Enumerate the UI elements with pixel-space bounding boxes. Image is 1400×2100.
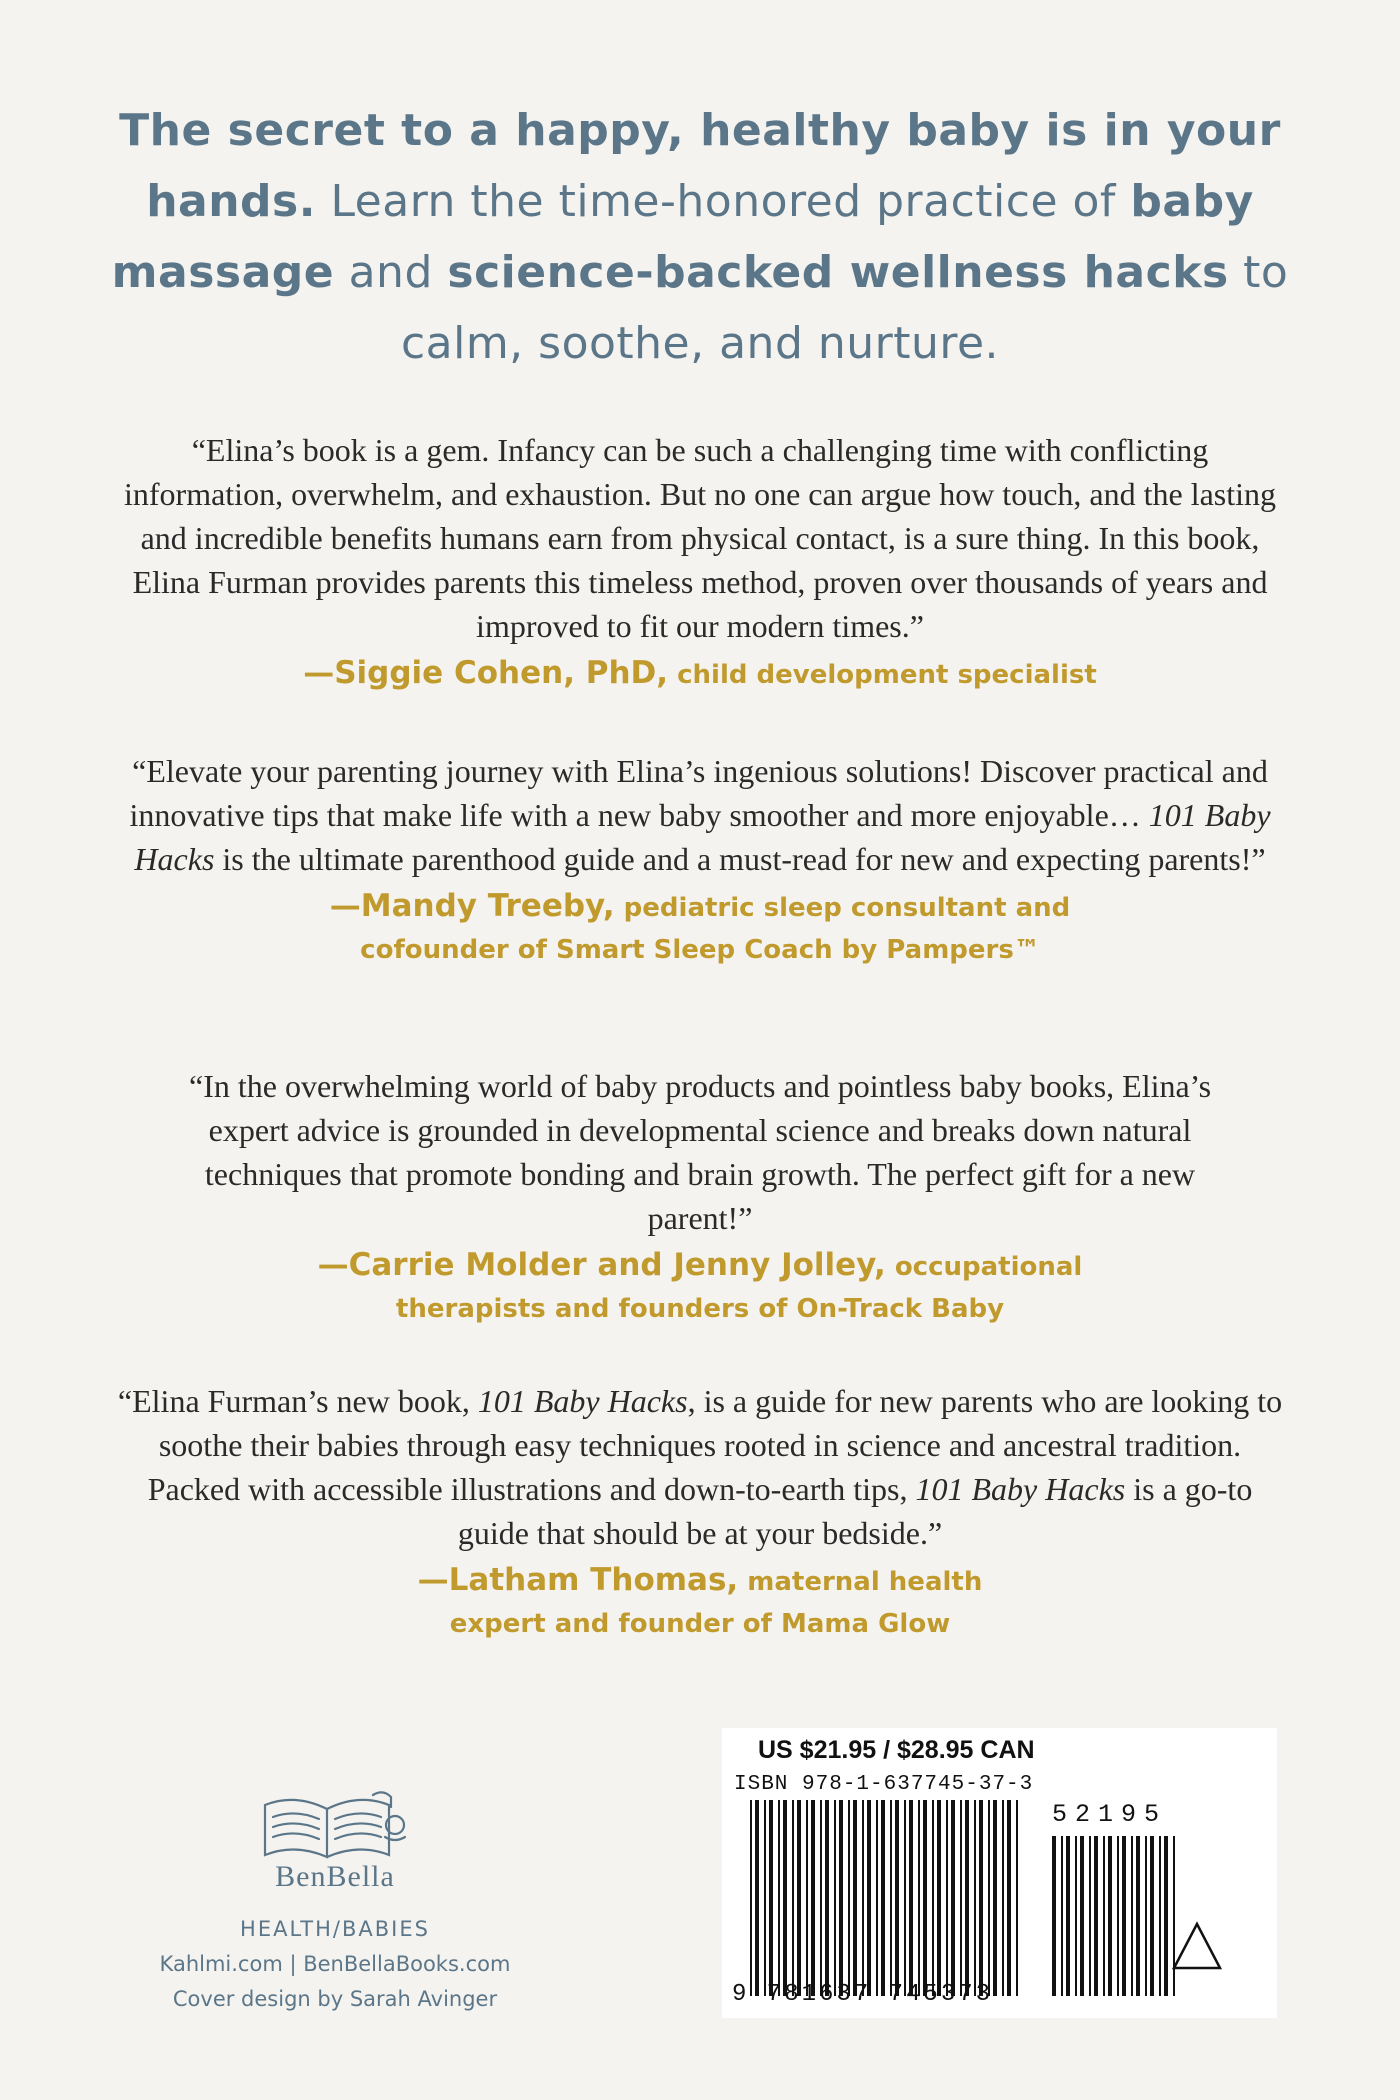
barcode-bar	[909, 1800, 913, 1996]
barcode-bar	[951, 1800, 955, 1996]
barcode-bar	[1136, 1836, 1140, 1996]
barcode-bar	[1075, 1836, 1077, 1996]
testimonial-2-text-a: “Elevate your parenting journey with Elina’s ingenious solutions! Discover practical and innovative tips that make life with a new baby smoother and more enjoyable…	[129, 753, 1268, 833]
testimonial-1	[100, 428, 1300, 696]
barcode-bar	[960, 1800, 962, 1996]
triangle-icon	[1174, 1924, 1220, 1968]
barcode-bar	[820, 1800, 822, 1996]
barcode-bar	[853, 1800, 857, 1996]
testimonial-2-text-b: is the ultimate parenthood guide and a must-read for new and expecting parents!”	[214, 841, 1266, 877]
barcode-graphic	[722, 1728, 1277, 2018]
barcode-bar	[937, 1800, 941, 1996]
publisher-websites: Kahlmi.com | BenBellaBooks.com	[159, 1952, 511, 1976]
price-label: US $21.95 / $28.95 CAN	[758, 1736, 1035, 1764]
barcode-bar	[932, 1800, 934, 1996]
barcode-bar	[839, 1800, 843, 1996]
barcode-bar	[1061, 1836, 1063, 1996]
barcode-bar	[1108, 1836, 1112, 1996]
barcode-bar	[755, 1800, 759, 1996]
barcode-bar	[778, 1800, 780, 1996]
barcode-bar	[862, 1800, 864, 1996]
headline-bold-1: The secret to a happy, healthy baby is in your hands.	[119, 105, 1281, 227]
publisher-info	[110, 1912, 560, 2017]
barcode-bar	[993, 1800, 997, 1996]
barcode-bar	[1066, 1836, 1070, 1996]
barcode-bar	[876, 1800, 878, 1996]
barcode-box	[722, 1728, 1277, 2018]
barcode-bar	[890, 1800, 892, 1996]
barcode-bar	[1016, 1800, 1018, 1996]
barcode-bar	[1002, 1800, 1004, 1996]
barcode-bar	[979, 1800, 983, 1996]
testimonial-2-role: pediatric sleep consultant and cofounder of Smart Sleep Coach by Pampers™	[360, 893, 1071, 965]
testimonial-4-book-title-a: 101 Baby Hacks	[477, 1383, 688, 1419]
barcode-bar	[946, 1800, 948, 1996]
barcode-bar	[1089, 1836, 1091, 1996]
testimonial-4-role: maternal health expert and founder of Mama Glow	[449, 1567, 983, 1639]
price-addon-number: 52195	[1052, 1800, 1168, 1829]
barcode-bar	[1103, 1836, 1105, 1996]
barcode-bar	[1150, 1836, 1154, 1996]
barcode-bar	[764, 1800, 766, 1996]
barcode-bar	[1117, 1836, 1119, 1996]
barcode-bar	[1159, 1836, 1161, 1996]
testimonial-3-role: occupational therapists and founders of On-Track Baby	[395, 1252, 1083, 1324]
testimonial-4-text-b: , is a guide for new parents who are looking to soothe their babies through easy techniques rooted in science and ancestral tradition. Packed with accessible illustrations and down-to-earth tips,	[147, 1383, 1283, 1507]
barcode-bar	[783, 1800, 787, 1996]
testimonial-4	[100, 1379, 1300, 1645]
barcode-bar	[1007, 1800, 1011, 1996]
testimonial-1-text: “Elina’s book is a gem. Infancy can be such a challenging time with conflicting information, overwhelm, and exhaustion. But no one can argue how touch, and the lasting and incredible benefits humans earn from physical contact, is a sure thing. In this book, Elina Furman provides parents this timeless method, proven over thousands of years and improved to fit our modern times.”	[123, 432, 1277, 644]
barcode-bar	[1052, 1836, 1056, 1996]
barcode-bar	[918, 1800, 920, 1996]
barcode-bar	[881, 1800, 885, 1996]
barcode-bar	[1122, 1836, 1126, 1996]
barcode-bar	[806, 1800, 808, 1996]
headline-text-1: Learn the time-honored practice of	[315, 176, 1131, 227]
testimonial-2-book-title: 101 Baby Hacks	[134, 797, 1271, 877]
testimonial-1-attribution	[100, 652, 1300, 696]
cover-credit: Cover design by Sarah Avinger	[172, 1987, 498, 2011]
barcode-bar	[1145, 1836, 1147, 1996]
testimonial-1-role: child development specialist	[668, 660, 1097, 690]
barcode-bar	[811, 1800, 815, 1996]
barcode-bar	[750, 1800, 752, 1996]
headline	[110, 95, 1290, 379]
testimonial-4-name: —Latham Thomas,	[417, 1562, 739, 1598]
testimonial-3	[100, 1064, 1300, 1330]
testimonial-2-attribution	[100, 885, 1300, 971]
barcode-bar	[1131, 1836, 1133, 1996]
barcode-bar	[1080, 1836, 1084, 1996]
testimonial-3-text: “In the overwhelming world of baby products and pointless baby books, Elina’s expert advice is grounded in developmental science and breaks down natural techniques that promote bonding and brain growth. The perfect gift for a new parent!”	[188, 1068, 1212, 1236]
barcode-bar	[923, 1800, 927, 1996]
headline-bold-2: baby massage	[111, 176, 1254, 298]
barcode-bar	[834, 1800, 836, 1996]
barcode-bar	[867, 1800, 871, 1996]
barcode-bar	[1094, 1836, 1098, 1996]
barcode-bar	[769, 1800, 773, 1996]
book-category: HEALTH/BABIES	[240, 1917, 430, 1941]
headline-text-3: to calm, soothe, and nurture.	[400, 247, 1289, 369]
ean-digits: 9 781637 745373	[732, 1981, 994, 2008]
barcode-bar	[1164, 1836, 1168, 1996]
barcode-bar	[848, 1800, 850, 1996]
headline-text-2: and	[334, 247, 448, 298]
barcode-bar	[792, 1800, 794, 1996]
testimonial-4-text	[100, 1379, 1300, 1555]
testimonial-4-attribution	[100, 1559, 1300, 1645]
headline-bold-3: science-backed wellness hacks	[447, 247, 1229, 298]
barcode-bar	[965, 1800, 969, 1996]
testimonial-3-name: —Carrie Molder and Jenny Jolley,	[317, 1247, 886, 1283]
barcode-bar	[988, 1800, 990, 1996]
isbn-label: ISBN 978-1-637745-37-3	[734, 1773, 1034, 1796]
testimonial-3-attribution	[100, 1244, 1300, 1330]
testimonial-2-text	[100, 749, 1300, 881]
barcode-bar	[895, 1800, 899, 1996]
testimonial-2	[100, 749, 1300, 971]
publisher-logo-text: BenBella	[275, 1860, 395, 1893]
testimonial-1-name: —Siggie Cohen, PhD,	[303, 655, 669, 691]
testimonial-2-name: —Mandy Treeby,	[329, 888, 615, 924]
barcode-bar	[1173, 1836, 1175, 1996]
testimonial-4-book-title-b: 101 Baby Hacks	[915, 1471, 1126, 1507]
barcode-bar	[797, 1800, 801, 1996]
barcode-bar	[974, 1800, 976, 1996]
testimonial-4-text-c: is a go-to guide that should be at your bedside.”	[457, 1471, 1253, 1551]
barcode-bar	[825, 1800, 829, 1996]
barcode-bar	[904, 1800, 906, 1996]
testimonial-4-text-a: “Elina Furman’s new book,	[117, 1383, 478, 1419]
